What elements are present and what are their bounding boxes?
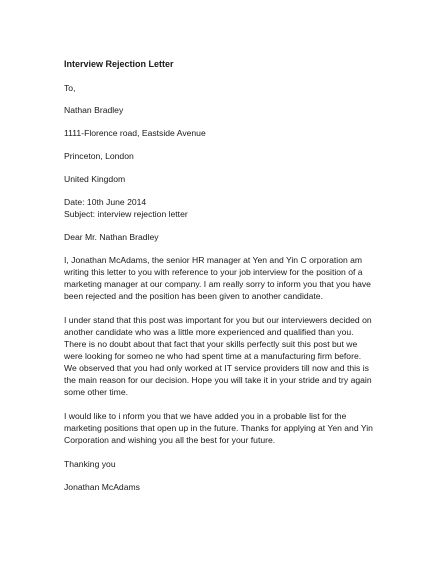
paragraph-line: marketing manager at our company. I am really sorry to inform you that you have	[64, 279, 371, 289]
paragraph-3	[64, 410, 384, 446]
paragraph-line: some other time.	[64, 387, 128, 397]
letter-signature: Jonathan McAdams	[64, 482, 140, 492]
paragraph-line: I would like to i nform you that we have added you in a probable list for the	[64, 411, 347, 421]
paragraph-1	[64, 254, 384, 302]
letter-title: Interview Rejection Letter	[64, 59, 174, 69]
letter-closing: Thanking you	[64, 459, 116, 469]
paragraph-line: writing this letter to you with reference to your job interview for the position of a	[64, 267, 363, 277]
paragraph-line: another candidate who was a little more experienced and qualified than you.	[64, 327, 354, 337]
letter-greeting: Dear Mr. Nathan Bradley	[64, 232, 159, 242]
address-street: 1111-Florence road, Eastside Avenue	[64, 128, 206, 138]
letter-body	[64, 58, 384, 493]
paragraph-line: Corporation and wishing you all the best for your future.	[64, 435, 276, 445]
address-country: United Kingdom	[64, 174, 126, 184]
paragraph-line: were looking for someo ne who had spent time at a manufacturing firm before.	[64, 351, 362, 361]
paragraph-line: I under stand that this post was important for you but our interviewers decided on	[64, 315, 372, 325]
letter-date: Date: 10th June 2014	[64, 197, 147, 207]
paragraph-2	[64, 314, 384, 398]
paragraph-line: There is no doubt about that fact that your skills perfectly suit this post but we	[64, 339, 358, 349]
letter-subject: Subject: interview rejection letter	[64, 209, 188, 219]
paragraph-line: marketing positions that open up in the future. Thanks for applying at Yen and Yin	[64, 423, 373, 433]
recipient-name: Nathan Bradley	[64, 105, 124, 115]
address-city: Princeton, London	[64, 151, 134, 161]
salutation-to: To,	[64, 83, 76, 93]
paragraph-line: I, Jonathan McAdams, the senior HR manager at Yen and Yin C orporation am	[64, 255, 363, 265]
paragraph-line: the main reason for our decision. Hope you will take it in your stride and try again	[64, 375, 372, 385]
paragraph-line: been rejected and the position has been given to another candidate.	[64, 291, 323, 301]
paragraph-line: We observed that you had only worked at IT service providers till now and this is	[64, 363, 369, 373]
